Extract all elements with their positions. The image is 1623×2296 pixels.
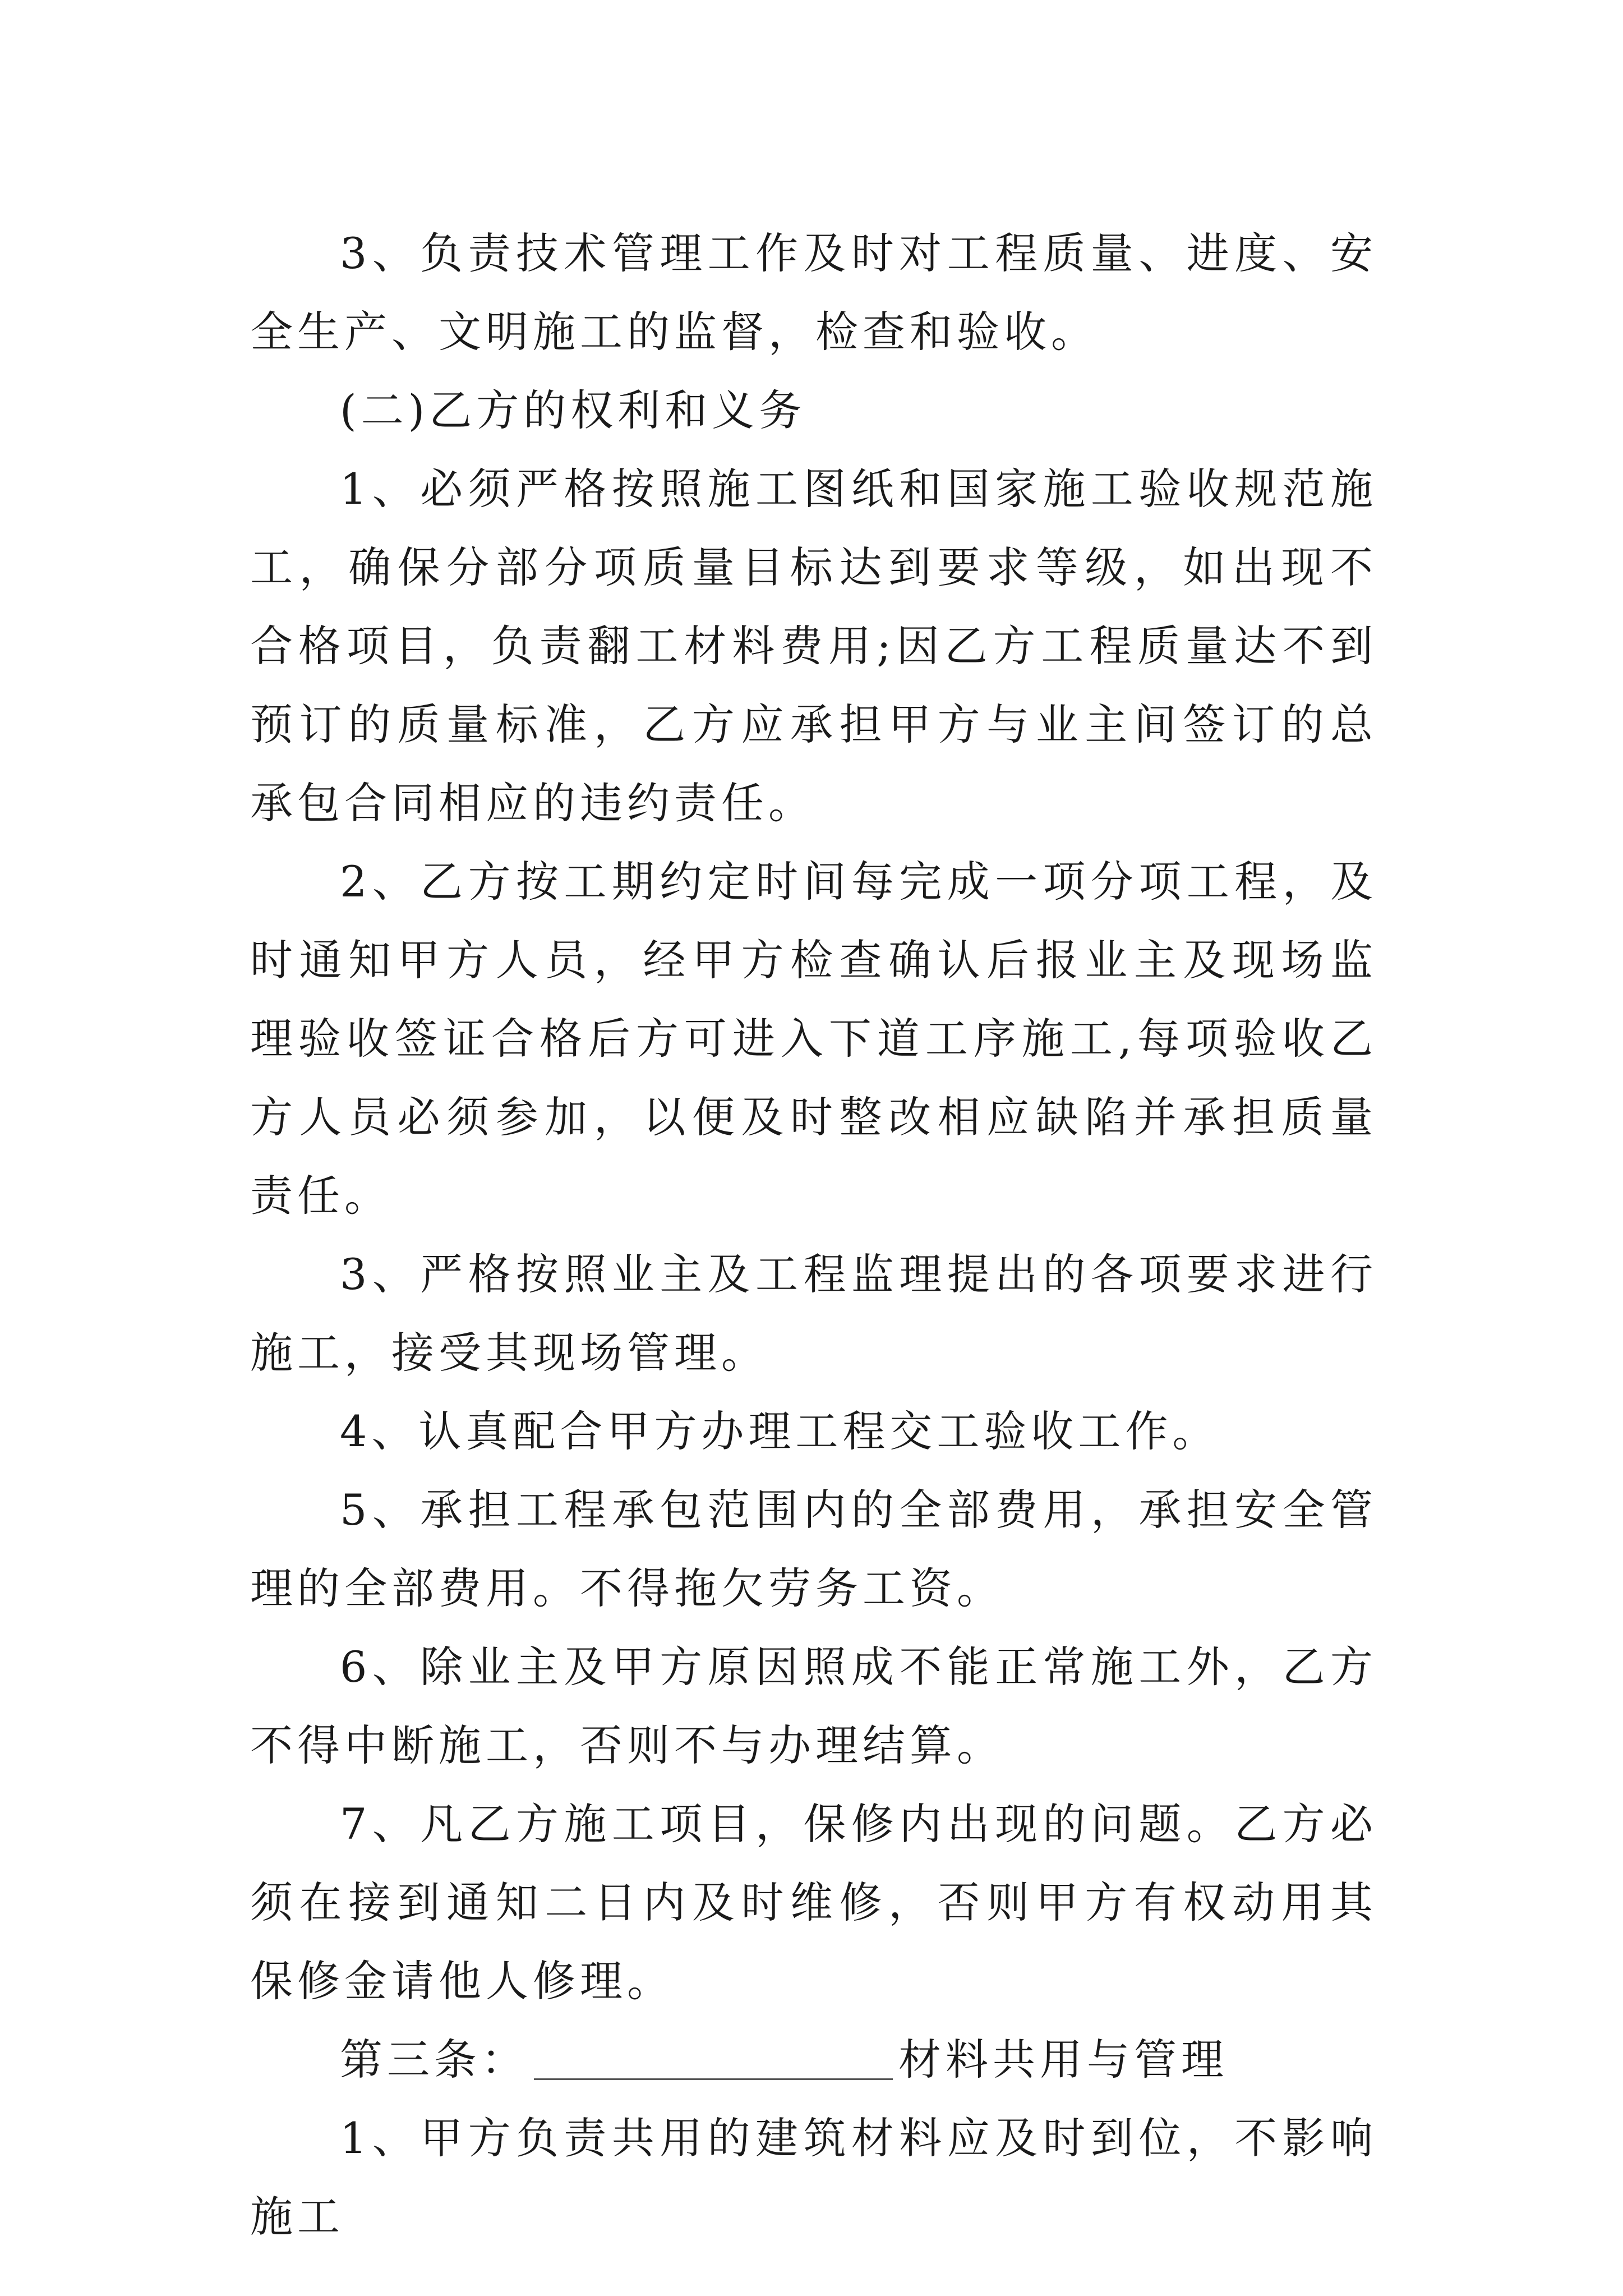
article-three-blank-line [534,2033,893,2080]
article-three-prefix: 第三条： [340,2035,528,2085]
paragraph-party-b-duty-7: 7、凡乙方施工项目，保修内出现的问题。乙方必须在接到通知二日内及时维修，否则甲方有权动用其保修金请他人修理。 [250,1799,1377,2006]
paragraph-party-b-duty-1: 1、必须严格按照施工图纸和国家施工验收规范施工，确保分部分项质量目标达到要求等级，如出现不合格项目，负责翻工材料费用;因乙方工程质量达不到预订的质量标准，乙方应承担甲方与业主间签订的总承包合同相应的违约责任。 [250,464,1377,828]
paragraph-party-b-duty-3: 3、严格按照业主及工程监理提出的各项要求进行施工，接受其现场管理。 [250,1249,1377,1378]
paragraph-materials-1: 1、甲方负责共用的建筑材料应及时到位，不影响施工 [250,2113,1377,2242]
paragraph-party-b-duty-6: 6、除业主及甲方原因照成不能正常施工外，乙方不得中断施工，否则不与办理结算。 [250,1642,1377,1770]
section-heading-party-b: (二)乙方的权利和义务 [340,385,806,435]
article-three-heading [250,2021,1377,2099]
paragraph-party-a-duty-3: 3、负责技术管理工作及时对工程质量、进度、安全生产、文明施工的监督，检查和验收。 [250,228,1377,357]
article-three-title: 材料共用与管理 [898,2035,1228,2085]
paragraph-party-b-duty-2: 2、乙方按工期约定时间每完成一项分项工程，及时通知甲方人员，经甲方检查确认后报业主及现场监理验收签证合格后方可进入下道工序施工,每项验收乙方人员必须参加，以便及时整改相应缺陷并承担质量责任。 [250,857,1377,1221]
paragraph-party-b-duty-5: 5、承担工程承包范围内的全部费用，承担安全管理的全部费用。不得拖欠劳务工资。 [250,1485,1377,1613]
paragraph-party-b-duty-4: 4、认真配合甲方办理工程交工验收工作。 [340,1406,1220,1456]
document-body [250,214,1377,2256]
